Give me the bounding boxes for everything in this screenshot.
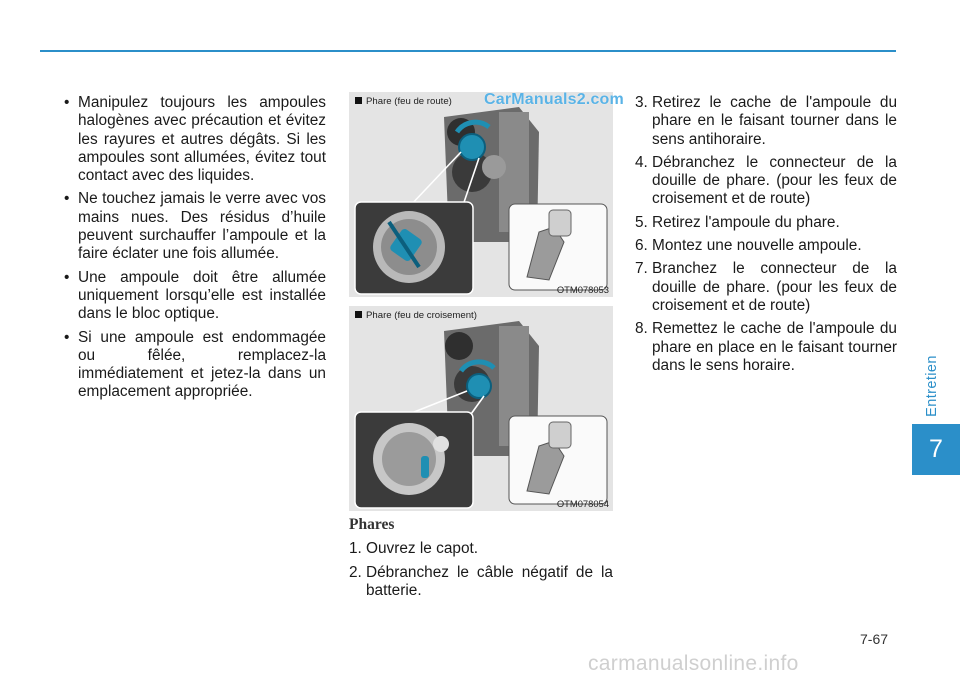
watermark-footer: carmanualsonline.info [588,652,799,675]
chapter-name: Entretien [924,355,940,417]
step-text: Ouvrez le capot. [366,540,479,558]
step-number: 7. [635,260,648,278]
step-item [635,94,897,149]
warning-item: • Une ampoule doit être allumée uniquement lorsqu’elle est installée dans le bloc optique. [62,269,326,324]
figure-high-beam [349,92,613,297]
section-title: Phares [349,516,395,533]
step-item [635,320,897,375]
step-text: Branchez le connecteur de la douille de phare. (pour les feux de croisement et de route) [652,260,897,314]
step-text: Montez une nouvelle ampoule. [652,237,862,255]
step-number: 1. [349,540,362,558]
step-item [635,154,897,209]
step-item [635,237,897,255]
header-rule [40,50,896,52]
figure-low-beam [349,306,613,511]
figure-code: OTM078053 [556,284,609,295]
step-number: 8. [635,320,648,338]
step-item [349,564,613,601]
headlamp-illustration [349,92,613,297]
figure-caption [355,96,452,107]
step-text: Débranchez le câble négatif de la batterie. [366,563,613,599]
step-number: 6. [635,237,648,255]
step-number: 2. [349,563,362,581]
watermark-carmanuals: CarManuals2.com [484,91,624,108]
figure-caption-text: Phare (feu de route) [366,96,452,107]
step-text: Retirez le cache de l'ampoule du phare en le faisant tourner dans le sens antihoraire. [652,94,897,148]
step-text: Retirez l'ampoule du phare. [652,213,840,231]
page-number: 7-67 [860,631,889,647]
warning-item: • Ne touchez jamais le verre avec vos mains nues. Des résidus d’huile peuvent surchauffer l’ampoule et la faire éclater une fois allumée. [62,190,326,263]
step-number: 5. [635,213,648,231]
chapter-side-label [920,346,944,426]
section-start [349,516,613,605]
step-item [635,260,897,315]
warnings-list [62,94,326,407]
chapter-tab: 7 [912,424,960,475]
step-item [349,540,613,558]
steps-list [635,94,897,380]
step-number: 3. [635,94,648,111]
figure-caption-text: Phare (feu de croisement) [366,310,477,321]
warning-item: • Manipulez toujours les ampoules halogènes avec précaution et évitez les rayures et autres dégâts. Si les ampoules sont allumées, évitez tout contact avec des liquides. [62,94,326,185]
step-number: 4. [635,153,648,171]
headlamp-illustration [349,306,613,511]
warning-item: • Si une ampoule est endommagée ou fêlée, remplacez-la immédiatement et jetez-la dans un emplacement appropriée. [62,329,326,402]
step-item [635,214,897,232]
figure-caption [355,310,477,321]
square-icon [355,97,362,104]
step-text: Remettez le cache de l'ampoule du phare en place en le faisant tourner dans le sens horaire. [652,320,897,374]
step-text: Débranchez le connecteur de la douille de phare. (pour les feux de croisement et de route) [652,153,897,208]
figure-code: OTM078054 [556,498,609,509]
square-icon [355,311,362,318]
